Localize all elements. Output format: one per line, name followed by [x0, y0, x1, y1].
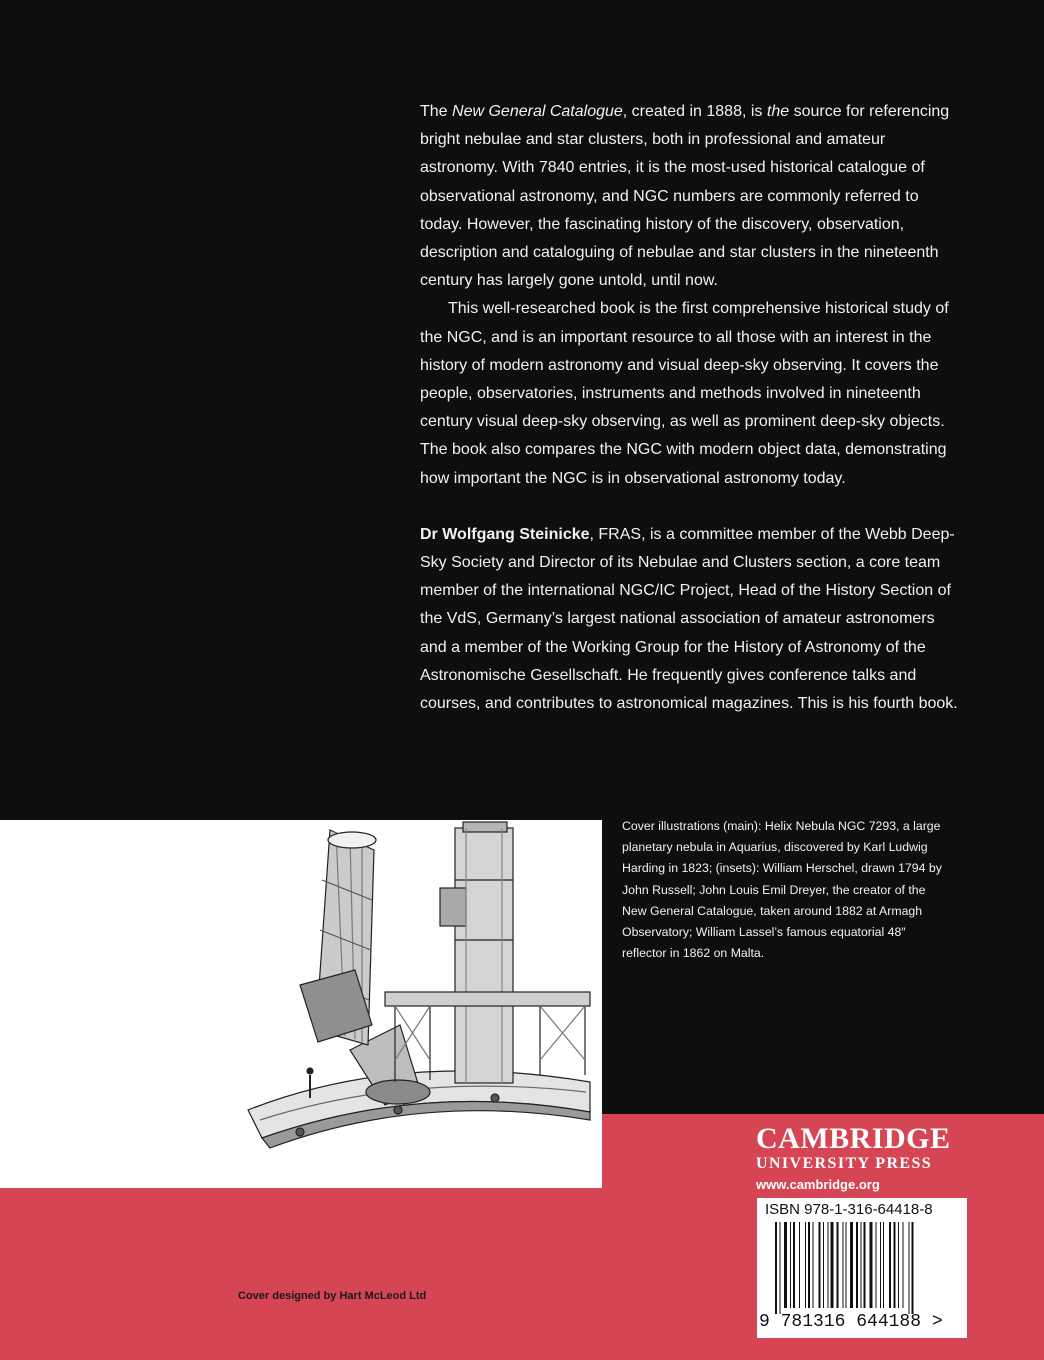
barcode-bar [799, 1222, 800, 1308]
barcode-bar [850, 1222, 853, 1308]
isbn-barcode [757, 1198, 967, 1338]
publisher-url[interactable]: www.cambridge.org [756, 1177, 880, 1192]
barcode-bar [856, 1222, 858, 1308]
barcode-bar [819, 1222, 821, 1308]
blurb-paragraph-2: This well-researched book is the first comprehensive historical study of the NGC, and is an important resource to all those with an interest in the history of modern astronomy and visual deep-sky observing. It covers the people, observatories, instruments and methods involved in nineteenth century visual deep-sky observing, as well as prominent deep-sky objects. The book also compares the NGC with modern object data, demonstrating how important the NGC is in observational astronomy today. [420, 300, 949, 487]
blurb-paragraph-1: The New General Catalogue, created in 1888, is the source for referencing bright nebulae and star clusters, both in professional and amateur astronomy. With 7840 entries, it is the most-used historical catalogue of observational astronomy, and NGC numbers are commonly referred to today. However, the fascinating history of the discovery, observation, description and cataloguing of nebulae and star clusters in the nineteenth century has largely gone untold, until now. [420, 103, 950, 290]
catalogue-title: New General Catalogue [452, 103, 623, 120]
cover-design-credit: Cover designed by Hart McLeod Ltd [238, 1290, 427, 1302]
barcode-bar [889, 1222, 891, 1308]
barcode-bar [805, 1222, 806, 1308]
telescope-illustration [0, 820, 602, 1188]
author-bio: Dr Wolfgang Steinicke, FRAS, is a committee member of the Webb Deep-Sky Society and Director of its Nebulae and Clusters section, a core team member of the international NGC/IC Project, Head of the History Section of the VdS, Germany’s largest national association of amateur astronomers and a member of the Working Group for the History of Astronomy of the Astronomische Gesellschaft. He frequently gives conference talks and courses, and contributes to astronomical magazines. This is his fourth book. [420, 525, 958, 713]
barcode-bar [870, 1222, 873, 1308]
author-name: Dr Wolfgang Steinicke [420, 525, 590, 543]
back-cover-blurb [420, 98, 965, 718]
telescope-engraving [0, 820, 602, 1188]
barcode-bar [883, 1222, 884, 1308]
barcode-bar [808, 1222, 810, 1308]
barcode-bar [909, 1222, 910, 1314]
publisher-name: CAMBRIDGE [756, 1122, 951, 1155]
barcode-bar [894, 1222, 896, 1308]
isbn-label: ISBN 978-1-316-64418-8 [765, 1201, 933, 1218]
barcode-bar [876, 1222, 877, 1308]
barcode-bar [837, 1222, 839, 1308]
barcode-bar [790, 1222, 791, 1308]
barcode-bar [903, 1222, 904, 1308]
barcode-bar [880, 1222, 881, 1308]
publisher-press: UNIVERSITY PRESS [756, 1155, 933, 1172]
barcode-digits: 9 781316 644188 > [759, 1312, 943, 1332]
barcode-bar [780, 1222, 781, 1314]
barcode-bar [813, 1222, 814, 1308]
cover-caption: Cover illustrations (main): Helix Nebula NGC 7293, a large planetary nebula in Aquarius, discovered by Karl Ludwig Harding in 1823; (insets): William Herschel, drawn 1794 by John Russell; John Louis Emil Dreyer, the creator of the New General Catalogue, taken around 1882 at Armagh Observatory; William Lassel’s famous equatorial 48″ reflector in 1862 on Malta. [622, 819, 942, 961]
barcode-bar [828, 1222, 829, 1308]
barcode-bar [861, 1222, 862, 1308]
barcode-bar [784, 1222, 787, 1308]
barcode-bar [898, 1222, 899, 1308]
barcode-bar [864, 1222, 866, 1308]
barcode-bar [793, 1222, 795, 1308]
barcode-bar [843, 1222, 844, 1308]
barcode-bar [846, 1222, 847, 1308]
publisher-logo [756, 1124, 968, 1196]
barcode-bar [823, 1222, 824, 1308]
barcode-bar [831, 1222, 834, 1308]
barcode-bar [912, 1222, 914, 1314]
barcode-bar [775, 1222, 777, 1314]
